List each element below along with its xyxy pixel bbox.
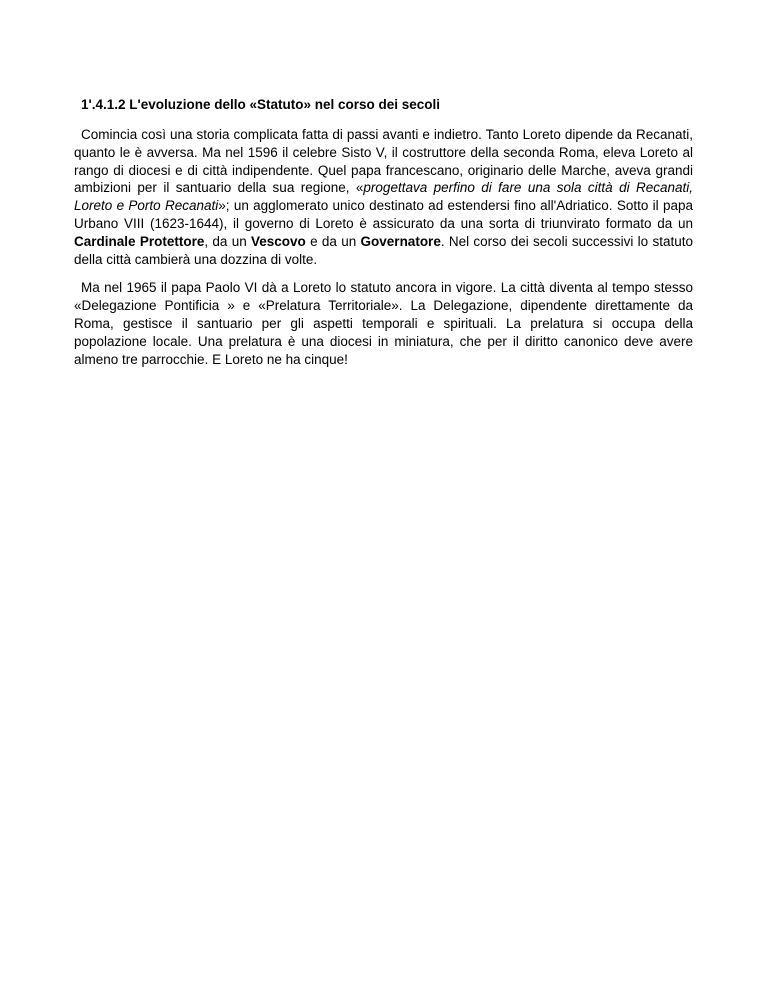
bold-term-vescovo: Vescovo [251, 233, 306, 249]
bold-term-cardinale: Cardinale Protettore [74, 233, 205, 249]
document-page [74, 96, 693, 379]
text-run: Comincia così una storia complicata fatta di passi avanti e indietro. Tanto Loreto dipende da Recanati, quanto le è avversa. Ma nel 1596 il celebre Sisto V, il costruttore della seconda Roma, eleva Loreto al rango di diocesi e di città indipendente. Quel papa francescano, originario delle Marche, aveva grandi ambizioni per il santuario della sua regione, « [74, 127, 693, 196]
paragraph-current-statute: Ma nel 1965 il papa Paolo VI dà a Loreto lo statuto ancora in vigore. La città diventa al tempo stesso «Delegazione Pontificia » e «Prelatura Territoriale». La Delegazione, dipendente direttamente da Roma, gestisce il santuario per gli aspetti temporali e spirituali. La prelatura si occupa della popolazione locale. Una prelatura è una diocesi in miniatura, che per il diritto canonico deve avere almeno tre parrocchie. E Loreto ne ha cinque! [74, 280, 693, 367]
paragraph-statute-history [74, 126, 693, 268]
text-run: e da un [305, 233, 361, 249]
section-heading: 1'.4.1.2 L'evoluzione dello «Statuto» nel corso dei secoli [81, 97, 441, 112]
text-run: , da un [204, 233, 252, 249]
italic-quote: progettava perfino di fare una sola città di Recanati, Loreto e Porto Recanati [74, 180, 694, 214]
bold-term-governatore: Governatore [360, 233, 441, 249]
text-run: »; un agglomerato unico destinato ad estendersi fino all'Adriatico. Sotto il papa Urbano VIII (1623-1644), il governo di Loreto è assicurato da una sorta di triunvirato formato da un [74, 198, 694, 231]
text-run: . Nel corso dei secoli successivi lo statuto della città cambierà una dozzina di volte. [74, 233, 694, 267]
